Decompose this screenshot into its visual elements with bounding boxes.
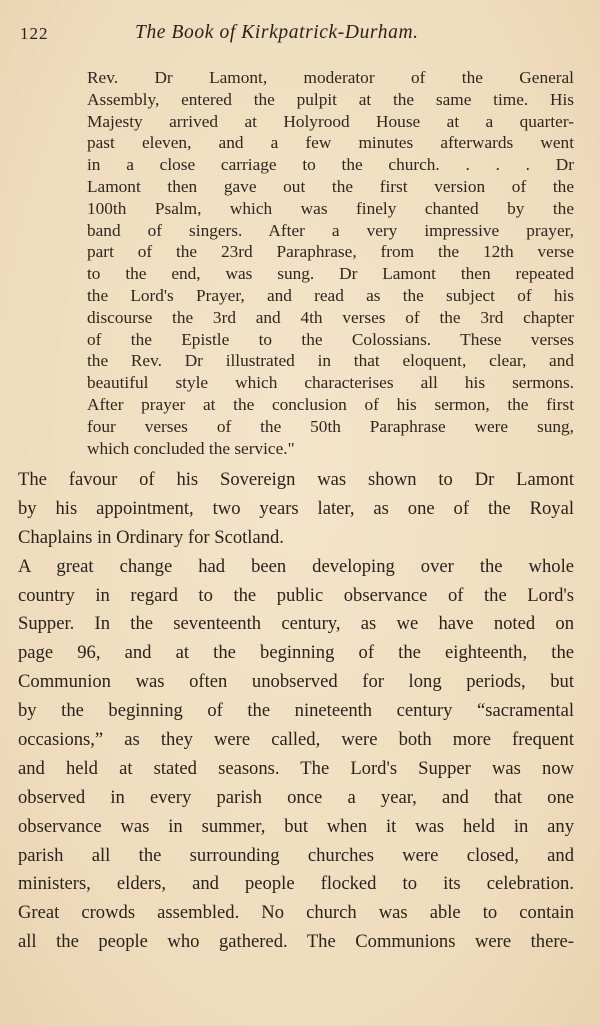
quote-line: part of the 23rd Paraphrase, from the 12th verse: [87, 242, 574, 262]
paragraph-line: and held at stated seasons. The Lord's Supper was now: [18, 757, 574, 779]
quote-line: Rev. Dr Lamont, moderator of the General: [87, 68, 574, 87]
paragraph-line: Chaplains in Ordinary for Scotland.: [18, 526, 284, 548]
paragraph-lords-supper: [18, 553, 574, 957]
quote-line: Majesty arrived at Holyrood House at a quarter-: [87, 111, 574, 131]
paragraph-line: all the people who gathered. The Communions were there-: [18, 931, 574, 953]
body-text: [18, 466, 574, 957]
quote-line: four verses of the 50th Paraphrase were sung,: [87, 416, 574, 436]
quote-line: to the end, was sung. Dr Lamont then repeated: [87, 264, 574, 284]
running-title: The Book of Kirkpatrick-Durham.: [135, 22, 419, 43]
paragraph-line: by the beginning of the nineteenth century “sacramental: [18, 700, 574, 722]
paragraph-line: The favour of his Sovereign was shown to Dr Lamont: [18, 469, 574, 490]
quote-line: band of singers. After a very impressive prayer,: [87, 220, 574, 240]
quote-line: discourse the 3rd and 4th verses of the 3rd chapter: [87, 307, 574, 327]
quote-line: the Rev. Dr illustrated in that eloquent, clear, and: [87, 351, 574, 371]
quote-line: After prayer at the conclusion of his sermon, the first: [87, 394, 574, 414]
quote-line: 100th Psalm, which was finely chanted by the: [87, 198, 574, 218]
paragraph-line: Communion was often unobserved for long periods, but: [18, 671, 574, 693]
page-header: [20, 22, 580, 50]
paragraph-line: occasions,” as they were called, were both more frequent: [18, 729, 574, 751]
paragraph-line: observance was in summer, but when it was held in any: [18, 815, 574, 837]
block-quote: [87, 67, 574, 459]
quote-line: which concluded the service.": [87, 438, 295, 458]
paragraph-line: ministers, elders, and people flocked to its celebration.: [18, 873, 574, 895]
quote-line: of the Epistle to the Colossians. These verses: [87, 329, 574, 349]
paragraph-line: A great change had been developing over the whole: [18, 555, 574, 577]
quote-line: Lamont then gave out the first version of the: [87, 176, 574, 196]
quote-line: Assembly, entered the pulpit at the same time. His: [87, 89, 574, 109]
paragraph-line: Great crowds assembled. No church was able to contain: [18, 902, 574, 924]
paragraph-line: by his appointment, two years later, as one of the Royal: [18, 497, 574, 519]
quote-line: in a close carriage to the church. . . . Dr: [87, 155, 574, 175]
paragraph-line: country in regard to the public observance of the Lord's: [18, 584, 574, 606]
paragraph-line: parish all the surrounding churches were closed, and: [18, 844, 574, 866]
quote-line: past eleven, and a few minutes afterwards went: [87, 133, 574, 153]
paragraph-line: Supper. In the seventeenth century, as we have noted on: [18, 613, 574, 635]
quote-line: the Lord's Prayer, and read as the subject of his: [87, 285, 574, 305]
paragraph-line: observed in every parish once a year, and that one: [18, 786, 574, 808]
paragraph-line: page 96, and at the beginning of the eighteenth, the: [18, 642, 574, 664]
paragraph-sovereign: [18, 466, 574, 553]
quote-line: beautiful style which characterises all his sermons.: [87, 373, 574, 393]
page-number: 122: [20, 24, 49, 43]
